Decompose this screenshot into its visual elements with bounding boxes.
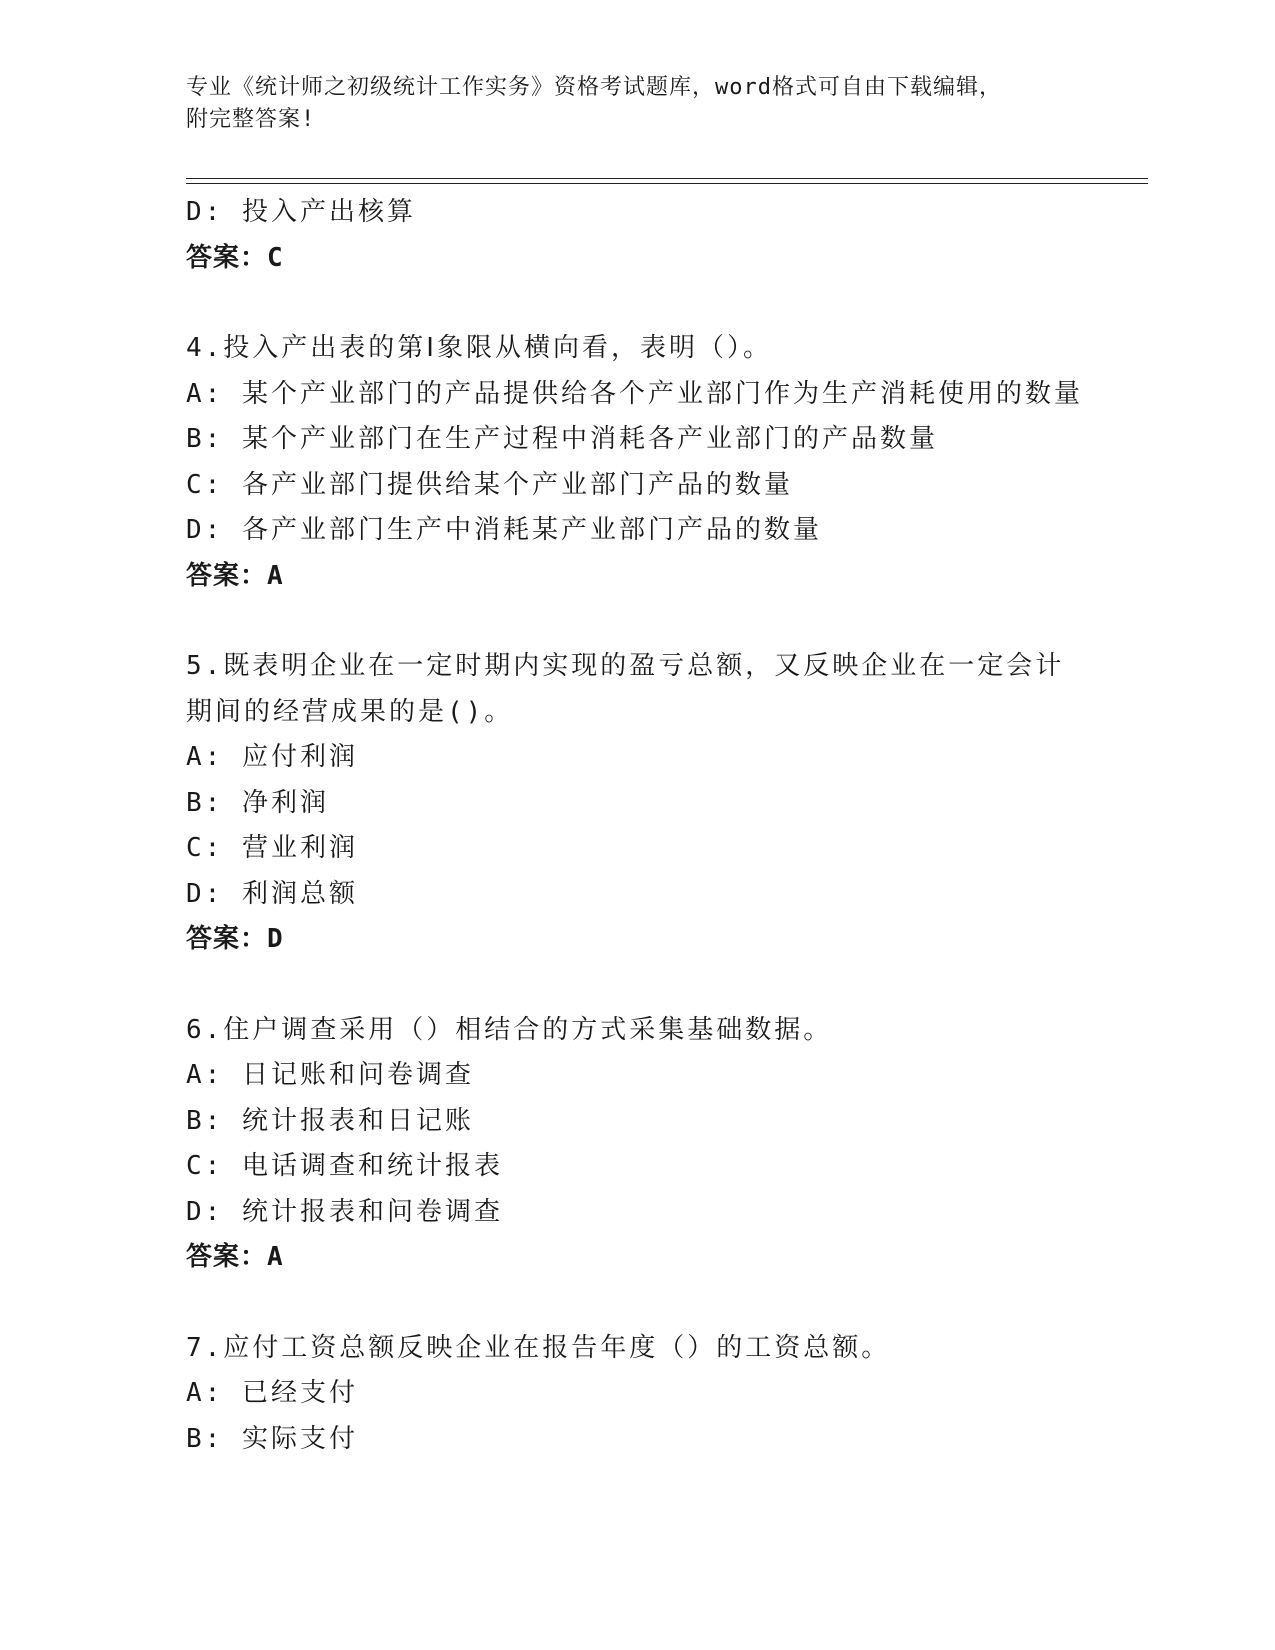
option-c: C: 营业利润 bbox=[186, 833, 358, 863]
question-text-line-1: 5.既表明企业在一定时期内实现的盈亏总额，又反映企业在一定会计 bbox=[186, 651, 1065, 681]
option-b: B: 实际支付 bbox=[186, 1423, 358, 1454]
document-header bbox=[186, 72, 1086, 136]
question-7 bbox=[186, 1326, 1186, 1463]
header-divider-top bbox=[186, 178, 1148, 179]
option-a: A: 已经支付 bbox=[186, 1378, 358, 1408]
question-text: 4.投入产出表的第Ⅰ象限从横向看，表明（）。 bbox=[186, 333, 772, 363]
option-d: D: 利润总额 bbox=[186, 878, 358, 909]
header-line-2: 附完整答案! bbox=[186, 107, 316, 132]
question-text: 6.住户调查采用（）相结合的方式采集基础数据。 bbox=[186, 1014, 833, 1045]
question-list bbox=[186, 190, 1186, 1462]
option-d: D: 各产业部门生产中消耗某产业部门产品的数量 bbox=[186, 515, 822, 545]
option-b: B: 某个产业部门在生产过程中消耗各产业部门的产品数量 bbox=[186, 424, 938, 454]
question-text: 7.应付工资总额反映企业在报告年度（）的工资总额。 bbox=[186, 1332, 891, 1363]
spacer bbox=[186, 599, 1186, 644]
answer-label: 答案：C bbox=[186, 242, 284, 273]
option-a: A: 某个产业部门的产品提供给各个产业部门作为生产消耗使用的数量 bbox=[186, 378, 1083, 409]
header-divider-bottom bbox=[186, 183, 1148, 184]
option-d: D: 统计报表和问卷调查 bbox=[186, 1196, 503, 1227]
answer-label: 答案：A bbox=[186, 1242, 284, 1272]
question-4 bbox=[186, 326, 1186, 599]
answer-label: 答案：A bbox=[186, 560, 284, 591]
question-3-tail bbox=[186, 190, 1186, 281]
spacer bbox=[186, 281, 1186, 326]
option-a: A: 应付利润 bbox=[186, 742, 358, 772]
header-line-1: 专业《统计师之初级统计工作实务》资格考试题库，word格式可自由下载编辑， bbox=[186, 75, 1002, 100]
option-d: D: 投入产出核算 bbox=[186, 197, 416, 227]
option-c: C: 各产业部门提供给某个产业部门产品的数量 bbox=[186, 469, 793, 500]
option-b: B: 净利润 bbox=[186, 787, 329, 818]
answer-label: 答案：D bbox=[186, 924, 284, 954]
option-b: B: 统计报表和日记账 bbox=[186, 1105, 474, 1136]
question-5 bbox=[186, 644, 1186, 963]
spacer bbox=[186, 963, 1186, 1008]
question-text-line-2: 期间的经营成果的是()。 bbox=[186, 696, 514, 727]
option-c: C: 电话调查和统计报表 bbox=[186, 1151, 503, 1181]
option-a: A: 日记账和问卷调查 bbox=[186, 1060, 474, 1090]
spacer bbox=[186, 1281, 1186, 1326]
question-6 bbox=[186, 1008, 1186, 1281]
